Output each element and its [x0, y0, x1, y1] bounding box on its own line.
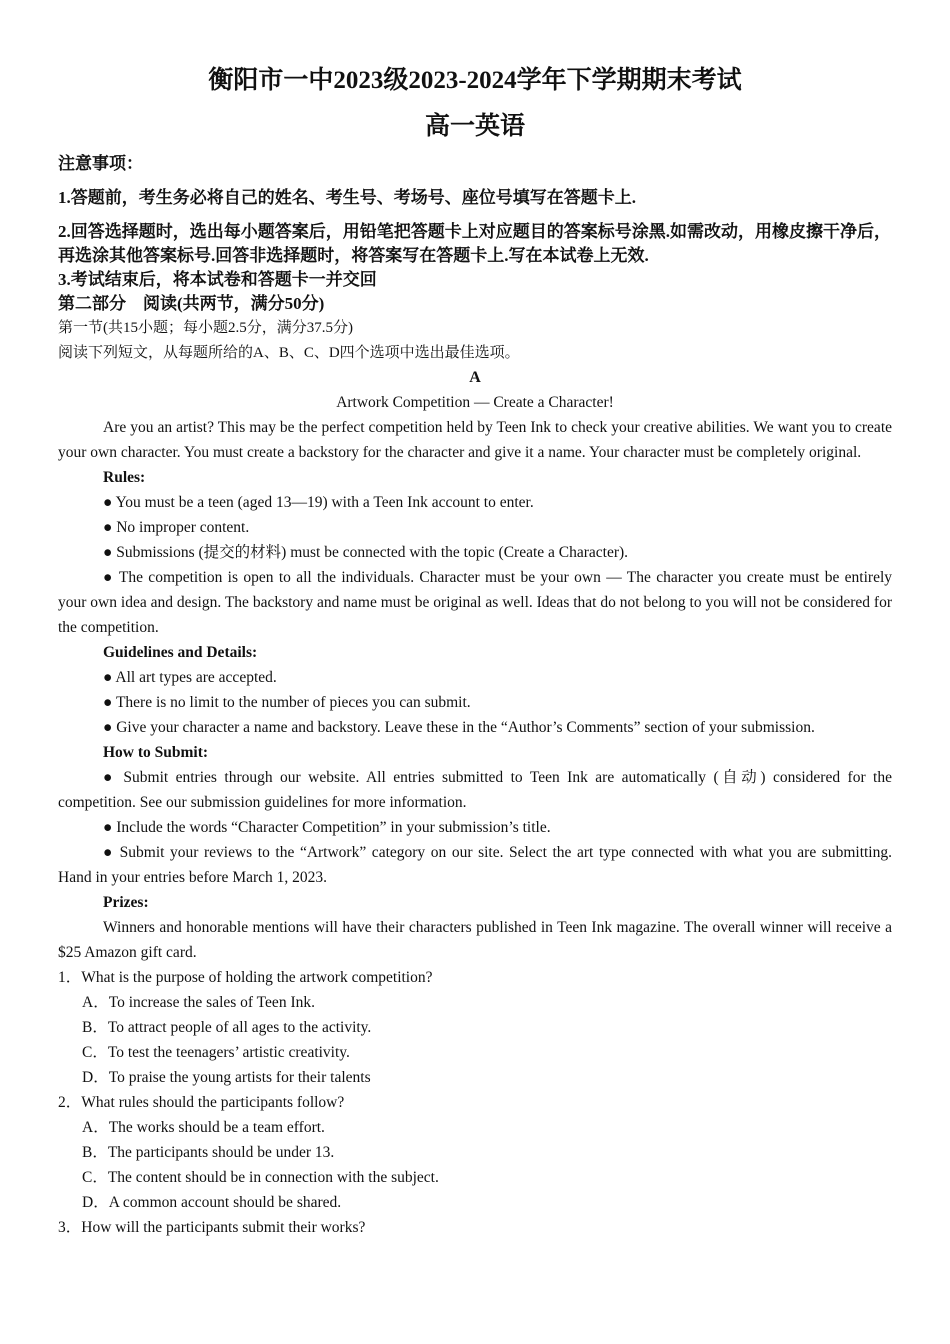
- passage-label: A: [469, 369, 481, 386]
- instruction: 阅读下列短文，从每题所给的A、B、C、D四个选项中选出最佳选项。: [58, 345, 520, 361]
- question-option: A．The works should be a team effort.: [82, 1119, 325, 1136]
- guidelines-heading: Guidelines and Details:: [103, 644, 258, 661]
- submit-item: ● Submit your reviews to the “Artwork” category on our site. Select the art type connected with what you are submitting. Hand in your entries before March 1, 2023.: [58, 844, 892, 886]
- guideline-item: ● There is no limit to the number of pieces you can submit.: [103, 694, 471, 711]
- submit-heading: How to Submit:: [103, 744, 209, 761]
- question-option: D．To praise the young artists for their talents: [82, 1069, 371, 1086]
- rule-item: ● You must be a teen (aged 13—19) with a Teen Ink account to enter.: [103, 494, 534, 511]
- submit-item: ● Submit entries through our website. All entries submitted to Teen Ink are automatically (自动) considered for the competition. See our submission guidelines for more information.: [58, 769, 892, 811]
- rule-item: ● No improper content.: [103, 519, 250, 536]
- rule-item: ● The competition is open to all the individuals. Character must be your own — The character you create must be entirely your own idea and design. The backstory and name must be original as well. Ideas that do not belong to you will not be considered for the competition.: [58, 569, 892, 636]
- rules-heading: Rules:: [103, 469, 146, 486]
- question-stem: 2．What rules should the participants follow?: [58, 1094, 345, 1111]
- exam-page: [58, 62, 892, 1240]
- prizes-text: Winners and honorable mentions will have their characters published in Teen Ink magazine. The overall winner will receive a $25 Amazon gift card.: [58, 919, 892, 961]
- question-option: C．The content should be in connection with the subject.: [82, 1169, 439, 1186]
- question-stem: 1．What is the purpose of holding the artwork competition?: [58, 969, 433, 986]
- notice-item: 3.考试结束后，将本试卷和答题卡一并交回: [58, 270, 377, 289]
- question-option: B．To attract people of all ages to the activity.: [82, 1019, 372, 1036]
- guideline-item: ● All art types are accepted.: [103, 669, 277, 686]
- notice-item: 2.回答选择题时，选出每小题答案后，用铅笔把答题卡上对应题目的答案标号涂黑.如需改动，用橡皮擦干净后，再选涂其他答案标号.回答非选择题时，将答案写在答题卡上.写在本试卷上无效.: [58, 222, 891, 265]
- question-option: D．A common account should be shared.: [82, 1194, 342, 1211]
- notice-heading: 注意事项：: [58, 154, 143, 173]
- passage-intro: Are you an artist? This may be the perfect competition held by Teen Ink to check your creative abilities. We want you to create your own character. You must create a backstory for the character and give it a name. Your character must be completely original.: [58, 419, 892, 461]
- question-option: B．The participants should be under 13.: [82, 1144, 335, 1161]
- exam-subject: 高一英语: [424, 113, 525, 140]
- notice-item: 1.答题前，考生务必将自己的姓名、考生号、考场号、座位号填写在答题卡上.: [58, 188, 636, 207]
- prizes-heading: Prizes:: [103, 894, 149, 911]
- guideline-item: ● Give your character a name and backstory. Leave these in the “Author’s Comments” section of your submission.: [103, 719, 815, 736]
- question-option: C．To test the teenagers’ artistic creativity.: [82, 1044, 350, 1061]
- rule-item: ● Submissions (提交的材料) must be connected with the topic (Create a Character).: [103, 544, 629, 561]
- part-heading: 第二部分 阅读(共两节，满分50分): [58, 294, 325, 313]
- submit-item: ● Include the words “Character Competition” in your submission’s title.: [103, 819, 551, 836]
- passage-title: Artwork Competition — Create a Character!: [336, 394, 614, 411]
- exam-title: 衡阳市一中2023级2023-2024学年下学期期末考试: [208, 67, 742, 94]
- question-option: A．To increase the sales of Teen Ink.: [82, 994, 315, 1011]
- section-note: 第一节(共15小题；每小题2.5分，满分37.5分): [58, 320, 353, 336]
- question-stem: 3．How will the participants submit their works?: [58, 1219, 366, 1236]
